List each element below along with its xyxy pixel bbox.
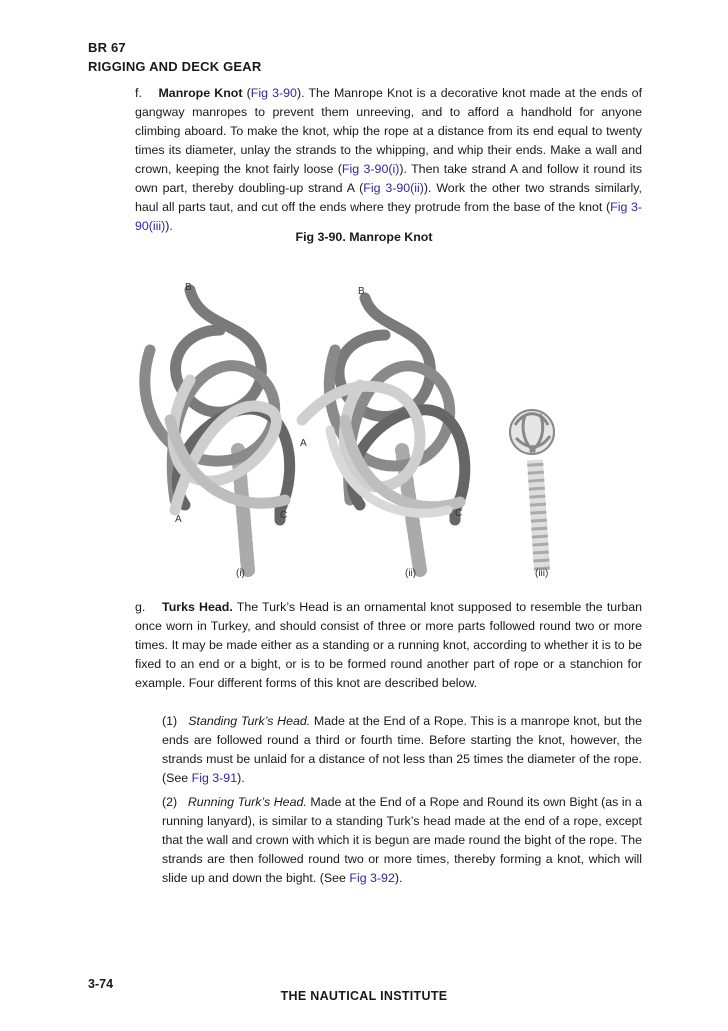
fig-link[interactable]: Fig 3-90(iii)	[135, 200, 642, 233]
sub-text: ).	[394, 871, 403, 885]
sub-text: Made at the End of a Rope. This is a manrope knot, but the ends are followed round a third or fourth time. Before starting the knot, however, the strands must be unlaid for a distance of not less than 25 times the diameter of the rope. (See	[162, 714, 642, 785]
fig-link[interactable]: Fig 3-91	[191, 771, 238, 785]
para-text: ). Work the other two strands similarly, haul all parts taut, and cut off the ends where they protrude from the base of the knot (	[135, 181, 642, 214]
sub-number: (1)	[162, 714, 178, 728]
para-heading: Manrope Knot	[158, 86, 243, 100]
figure-caption: Fig 3-90. Manrope Knot	[295, 230, 433, 244]
para-text: The Turk’s Head is an ornamental knot supposed to resemble the turban once worn in Turkey, and should consist of three or more parts followed round two or more times. It may be made either as a standing or a running knot, according to whether it is to be fixed to an end or a bight, or is to be formed round another part of rope or a stanchion for example. Four different forms of this knot are described below.	[135, 600, 642, 690]
sub-heading: Running Turk’s Head.	[187, 795, 307, 809]
manrope-knot-figure	[130, 270, 570, 590]
fig-link[interactable]: Fig 3-90	[250, 86, 297, 100]
label-c: C	[455, 508, 463, 519]
sub-heading: Standing Turk’s Head.	[188, 714, 311, 728]
subparagraph-1	[162, 712, 642, 788]
section-title: RIGGING AND DECK GEAR	[88, 59, 262, 74]
sub-label-ii: (ii)	[405, 568, 417, 579]
paren: (	[246, 86, 251, 100]
knot-illustration-ii	[302, 298, 465, 570]
fig-link[interactable]: Fig 3-92	[349, 871, 395, 885]
sub-text: Made at the End of a Rope and Round its own Bight (as in a running lanyard), is similar to a standing Turk’s head made at the end of a rope, except that the wall and crown with which it is begun are made round the bight of the rope. The strands are then followed round two or more times, thereby forming a knot, which will slide up and down the bight. (See	[162, 795, 643, 885]
sub-label-i: (i)	[236, 568, 245, 579]
doc-number: BR 67	[88, 40, 126, 55]
para-number: f.	[135, 86, 142, 100]
para-text: The Manrope Knot is a decorative knot made at the ends of gangway manropes to prevent them unreeving, and to afford a handhold for anyone climbing aboard. To make the knot, whip the rope at a distance from its end equal to twenty times its diameter, unlay the strands to the whipping, and whip their ends. Make a wall and crown, keeping the knot fairly loose (	[135, 86, 643, 176]
paragraph-g	[135, 598, 642, 693]
label-b: B	[185, 282, 192, 293]
para-text: ). Then take strand A and follow it round its own part, thereby doubling-up strand A (	[135, 162, 643, 195]
subparagraph-2	[162, 793, 642, 888]
para-number: g.	[135, 600, 146, 614]
publisher: THE NAUTICAL INSTITUTE	[280, 989, 448, 1003]
paren: ).	[296, 86, 305, 100]
sub-text: ).	[237, 771, 245, 785]
paragraph-f	[135, 84, 642, 236]
sub-label-iii: (iii)	[535, 568, 549, 579]
label-b: B	[358, 286, 365, 297]
para-text: ).	[165, 219, 173, 233]
fig-link[interactable]: Fig 3-90(i)	[341, 162, 400, 176]
sub-number: (2)	[162, 795, 178, 809]
knot-illustration-i	[145, 290, 290, 570]
label-a: A	[300, 438, 307, 449]
page-number: 3-74	[88, 977, 114, 991]
label-a: A	[175, 514, 182, 525]
para-heading: Turks Head.	[162, 600, 233, 614]
knot-illustration-iii	[510, 410, 554, 570]
label-c: C	[280, 510, 288, 521]
fig-link[interactable]: Fig 3-90(ii)	[363, 181, 424, 195]
